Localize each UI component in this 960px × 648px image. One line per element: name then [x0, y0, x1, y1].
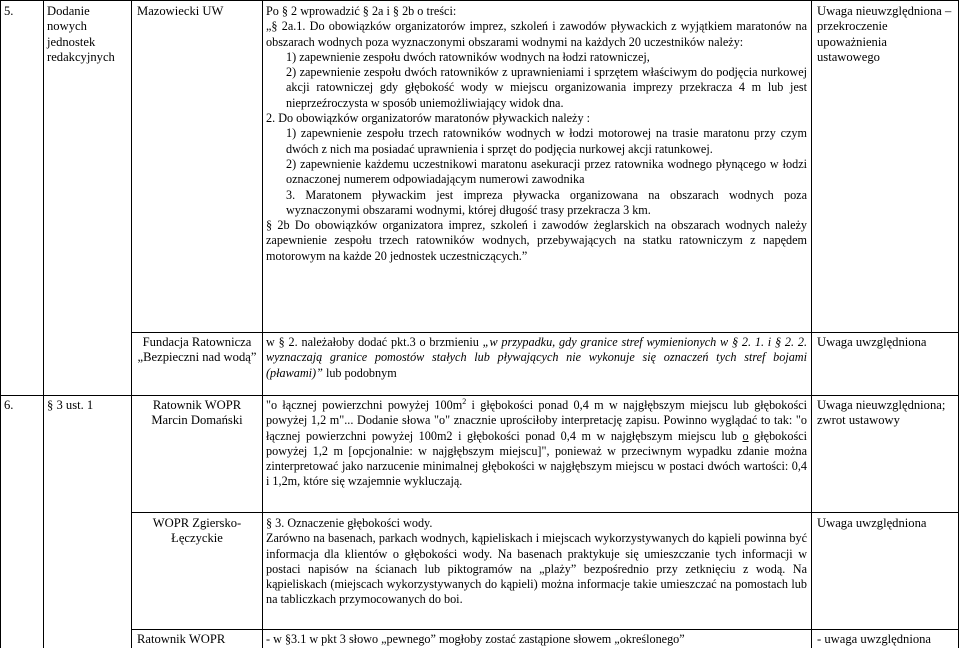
- comment-author: Mazowiecki UW: [137, 4, 224, 18]
- comment-content: [266, 4, 807, 264]
- comment-content: - w §3.1 w pkt 3 słowo „pewnego” mogłoby zostać zastąpione słowem „określonego”: [266, 632, 685, 646]
- content-line: i głębokości ponad 0,4 m w najgłębszym miejscu lub głębokości powyżej 1,2 m"... Dodanie słowa "o" znacznie uprościłoby interpretację zapisu. Powinno wyglądać to tak: "o łącznej powierzchni powyżej 100m2 i głębokości ponad 0,4 m w najgłębszym miejscu lub: [266, 398, 807, 443]
- comment-content: [266, 398, 807, 490]
- comment-content: [266, 335, 807, 381]
- decision-text: Uwaga uwzględniona: [817, 335, 927, 349]
- table-border-right: [958, 0, 959, 648]
- content-line: głębokości powyżej 1,2 m [opcjonalnie: w najgłębszym miejscu]", ponieważ w przeciwnym wypadku zdanie można zinterpretować jako narzucenie minimalnej głębokości w najgłębszym miejscu w postaci dwóch wartości: 0,4 i 1,2m, które się wzajemnie wykluczają.: [266, 428, 807, 489]
- content-line: 1) zapewnienie zespołu trzech ratowników wodnych w łodzi motorowej na trasie maratonu przy czym dwóch z nich ma posiadać uprawnienia i sprzęt do podjęcia nurkowej akcji ratunkowej.: [286, 126, 807, 156]
- comment-content: [266, 516, 807, 608]
- content-line: 2. Do obowiązków organizatorów maratonów pływackich należy :: [266, 111, 590, 126]
- content-line: 2) zapewnienie każdemu uczestnikowi maratonu asekuracji przez ratownika wodnego płynącego w łodzi oznaczonej numerem odpowiadającym numerowi zawodnika: [286, 156, 807, 187]
- decision-text: Uwaga nieuwzględniona; zwrot ustawowy: [817, 398, 946, 428]
- row-divider: [0, 395, 959, 396]
- underlined-word: o: [742, 428, 749, 443]
- table-border-left: [0, 0, 1, 648]
- column-divider: [43, 0, 44, 648]
- content-line: Zarówno na basenach, parkach wodnych, kąpieliskach i miejscach wykorzystywanych do kąpieli powinna być informacja dla klientów o głębokości wody. Na basenach praktykuje się umieszczanie tych informacji w postaci napisów na ścianach lub piktogramów na „plaży” bezpośrednio przy zetknięciu z wodą. Na kąpieliskach (miejscach wykorzystywanych do kąpieli) można informacje takie umieszczać na pomostach lub na tabliczkach przymocowanych do boi.: [266, 531, 807, 607]
- content-line: § 3. Oznaczenie głębokości wody.: [266, 516, 433, 530]
- row-subject: Dodanie nowych jednostek redakcyjnych: [47, 4, 115, 65]
- content-line: § 2b Do obowiązków organizatora imprez, szkoleń i zawodów żeglarskich na obszarach wodnych należy zapewnienie zespołu trzech ratowników wodnych, przebywających na statku ratowniczym z napędem motorowym na każde 20 jednostek uczestniczących.”: [266, 218, 807, 263]
- superscript: 2: [462, 396, 467, 406]
- decision-text: Uwaga uwzględniona: [817, 516, 927, 530]
- content-line: 2) zapewnienie zespołu dwóch ratowników z uprawnieniami i sprzętem właściwym do podjęcia nurkowej akcji ratowniczej gdy głębokość wody w miejscu organizowania imprezy przekracza 4 m lub jest nieprzeźroczysta w sposób uniemożliwiający widok dna.: [286, 65, 807, 110]
- row-divider: [131, 512, 959, 513]
- row-divider: [0, 0, 959, 1]
- row-divider: [131, 332, 959, 333]
- row-subject: § 3 ust. 1: [47, 398, 94, 412]
- content-line-italic: „w przypadku, gdy granice stref wymienionych w § 2. 1. i § 2. 2. wyznaczają granice pomostów stałych lub pływających nie wykonuje się oznaczeń tych stref bojami (pławami)”: [266, 335, 808, 380]
- column-divider: [811, 0, 812, 648]
- content-line: w § 2. należałoby dodać pkt.3 o brzmieniu: [266, 335, 479, 349]
- row-number: 6.: [4, 398, 14, 412]
- comment-author: Ratownik WOPR Marcin Domański: [151, 398, 243, 428]
- content-line: 3. Maratonem pływackim jest impreza pływacka organizowana na obszarach wodnych poza wyznaczonymi obszarami wodnymi, której długość trasy przekracza 3 km.: [286, 187, 807, 217]
- content-line: Po § 2 wprowadzić § 2a i § 2b o treści:: [266, 4, 457, 18]
- decision-text: Uwaga nieuwzględniona – przekroczenie upoważnienia ustawowego: [817, 4, 952, 65]
- column-divider: [131, 0, 132, 648]
- comment-author: WOPR Zgiersko-Łęczyckie: [152, 516, 242, 546]
- column-divider: [262, 0, 263, 648]
- content-line: "o łącznej powierzchni powyżej 100m: [266, 398, 463, 412]
- comment-author: Ratownik WOPR: [137, 632, 226, 646]
- content-line: „§ 2a.1. Do obowiązków organizatorów imprez, szkoleń i zawodów pływackich z wyjątkiem maratonów na obszarach wodnych poza wyznaczonymi obszarami wodnymi na każdych 20 uczestników należy:: [266, 19, 807, 49]
- comment-author: Fundacja Ratownicza „Bezpieczni nad wodą”: [137, 335, 257, 365]
- content-line: lub podobnym: [325, 365, 397, 380]
- decision-text: - uwaga uwzględniona: [817, 632, 932, 646]
- row-divider: [131, 629, 959, 630]
- content-line: 1) zapewnienie zespołu dwóch ratowników wodnych na łodzi ratowniczej,: [286, 49, 650, 64]
- row-number: 5.: [4, 4, 14, 18]
